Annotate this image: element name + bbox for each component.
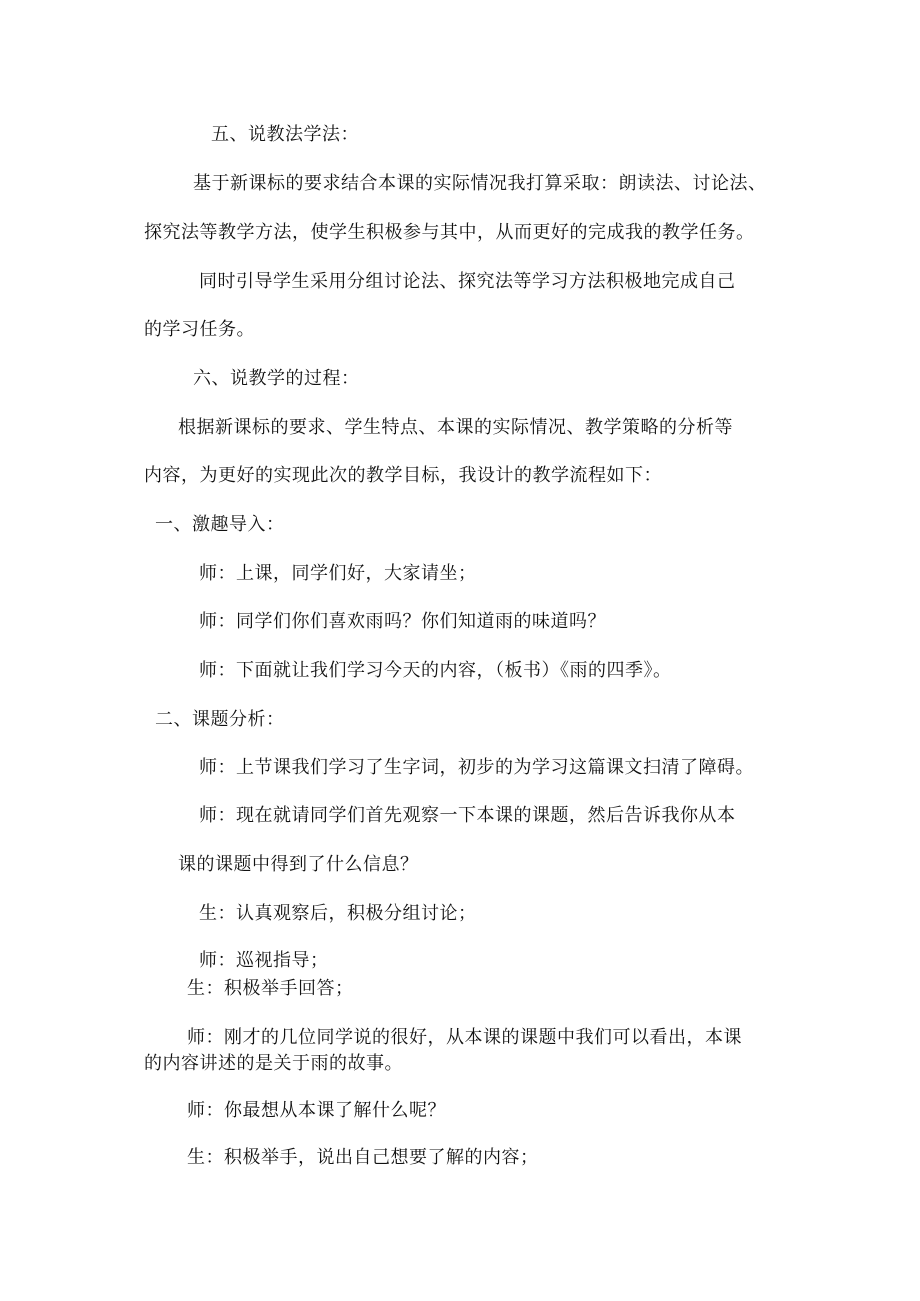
dialogue-line: 师：刚才的几位同学说的很好，从本课的课题中我们可以看出，本课 bbox=[187, 1027, 742, 1048]
dialogue-line: 师：同学们你们喜欢雨吗？你们知道雨的味道吗？ bbox=[199, 611, 606, 632]
paragraph-line: 同时引导学生采用分组讨论法、探究法等学习方法积极地完成自己 bbox=[199, 271, 736, 292]
paragraph-line: 基于新课标的要求结合本课的实际情况我打算采取：朗读法、讨论法、 bbox=[193, 173, 767, 194]
dialogue-line: 的内容讲述的是关于雨的故事。 bbox=[144, 1053, 403, 1074]
dialogue-line: 课的课题中得到了什么信息？ bbox=[178, 854, 419, 875]
paragraph-line: 探究法等教学方法，使学生积极参与其中，从而更好的完成我的教学任务。 bbox=[144, 222, 755, 243]
heading-teaching-methods: 五、说教法学法： bbox=[211, 124, 359, 145]
dialogue-line: 生：积极举手回答； bbox=[187, 978, 354, 999]
dialogue-line: 师：上节课我们学习了生字词，初步的为学习这篇课文扫清了障碍。 bbox=[199, 757, 754, 778]
heading-introduction: 一、激趣导入： bbox=[155, 514, 285, 535]
dialogue-line: 师：现在就请同学们首先观察一下本课的课题，然后告诉我你从本 bbox=[199, 805, 736, 826]
paragraph-line: 的学习任务。 bbox=[144, 319, 255, 340]
dialogue-line: 师：上课，同学们好，大家请坐； bbox=[199, 563, 477, 584]
dialogue-line: 生：认真观察后，积极分组讨论； bbox=[199, 903, 477, 924]
heading-teaching-process: 六、说教学的过程： bbox=[193, 368, 360, 389]
paragraph-line: 根据新课标的要求、学生特点、本课的实际情况、教学策略的分析等 bbox=[178, 417, 733, 438]
heading-title-analysis: 二、课题分析： bbox=[155, 709, 285, 730]
dialogue-line: 师：下面就让我们学习今天的内容，（板书）《雨的四季》。 bbox=[199, 660, 672, 681]
dialogue-line: 生：积极举手，说出自己想要了解的内容； bbox=[187, 1147, 539, 1168]
paragraph-line: 内容，为更好的实现此次的教学目标，我设计的教学流程如下： bbox=[144, 465, 662, 486]
dialogue-line: 师：你最想从本课了解什么呢？ bbox=[187, 1100, 446, 1121]
dialogue-line: 师：巡视指导； bbox=[199, 950, 329, 971]
